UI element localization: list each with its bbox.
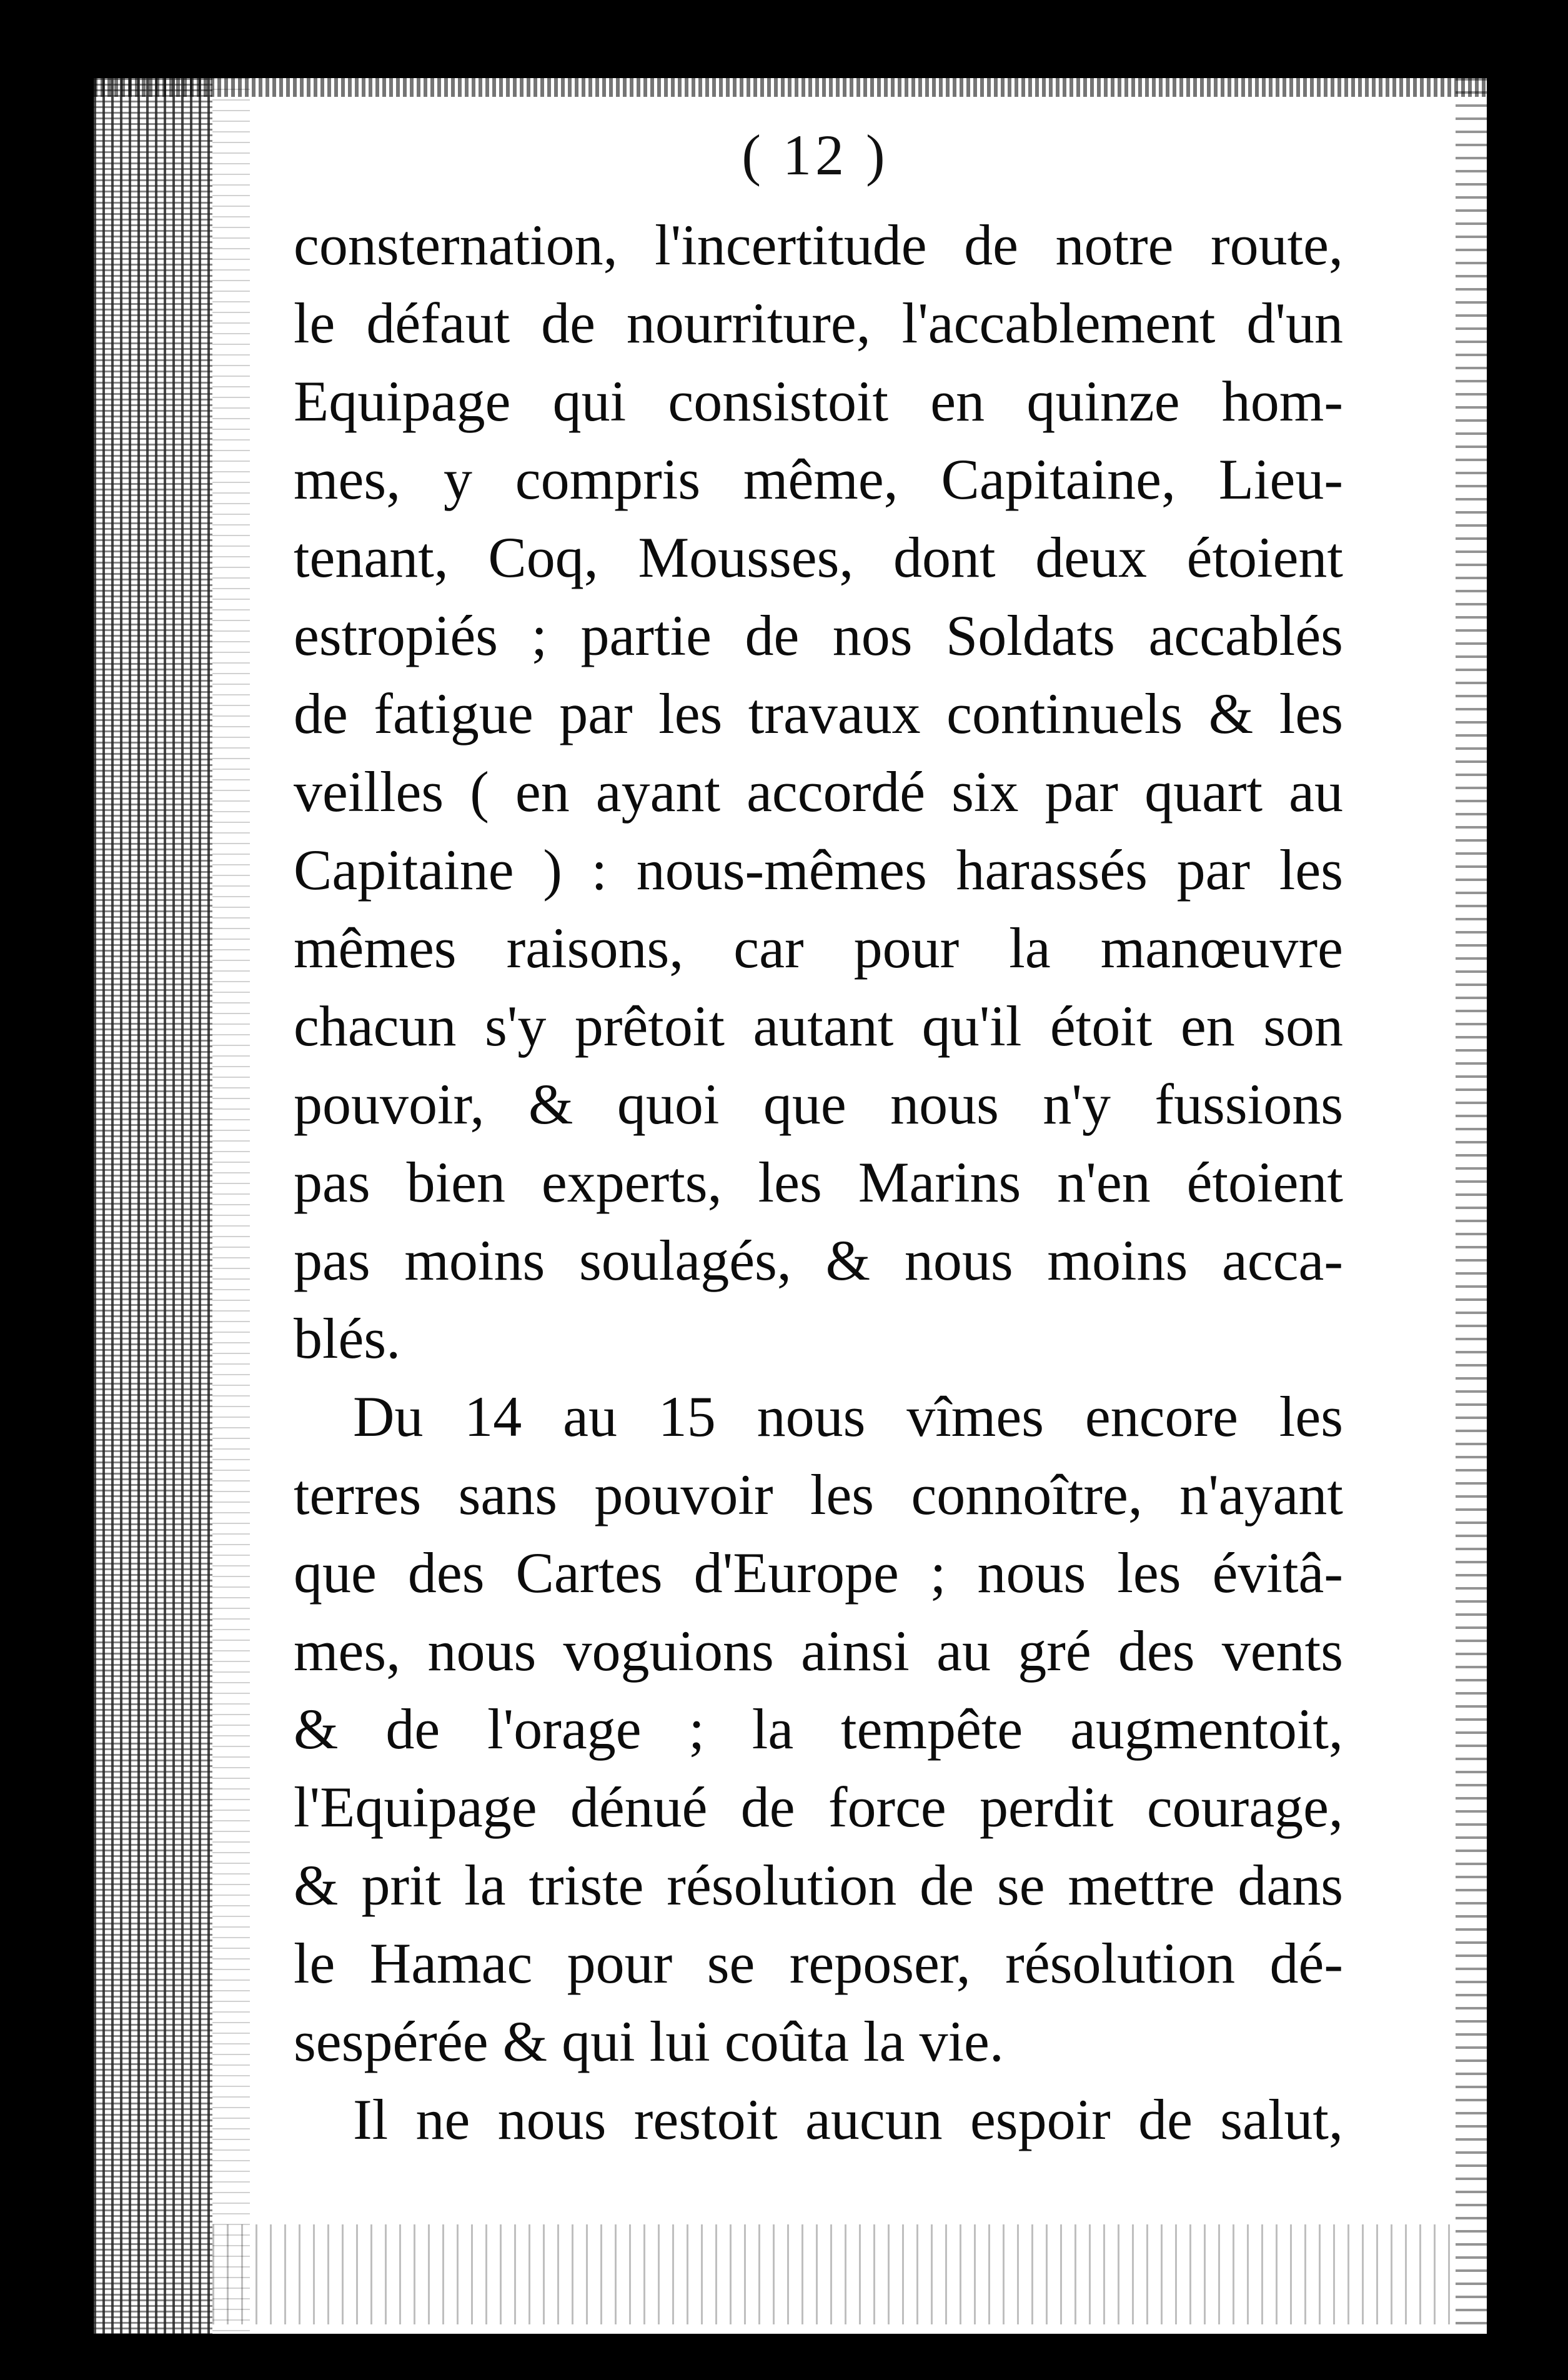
binding-shadow — [212, 78, 250, 2334]
text-line: l'Equipage dénué de force perdit courage, — [294, 1775, 1343, 1839]
text-line: pas moins soulagés, & nous moins acca- — [294, 1228, 1343, 1292]
text-line: Il ne nous restoit aucun espoir de salut, — [353, 2088, 1343, 2151]
text-line: que des Cartes d'Europe ; nous les évitâ- — [294, 1541, 1343, 1605]
binding-edge — [94, 78, 212, 2334]
page-number: ( 12 ) — [742, 123, 889, 187]
text-line: veilles ( en ayant accordé six par quart au — [294, 760, 1343, 824]
text-line: sespérée & qui lui coûta la vie. — [294, 2009, 1004, 2073]
body-text — [294, 206, 1343, 2159]
text-line: consternation, l'incertitude de notre route, — [294, 213, 1343, 277]
text-line: tenant, Coq, Mousses, dont deux étoient — [294, 525, 1343, 589]
text-line: mes, nous voguions ainsi au gré des vents — [294, 1619, 1343, 1683]
page-bottom-speckle — [212, 2224, 1456, 2324]
text-line: estropiés ; partie de nos Soldats accablés — [294, 604, 1343, 667]
text-line: pouvoir, & quoi que nous n'y fussions — [294, 1072, 1343, 1136]
text-line: terres sans pouvoir les connoître, n'ayant — [294, 1463, 1343, 1526]
text-line: & prit la triste résolution de se mettre dans — [294, 1853, 1343, 1917]
text-line: pas bien experts, les Marins n'en étoient — [294, 1150, 1343, 1214]
text-line: Capitaine ) : nous-mêmes harassés par les — [294, 838, 1343, 902]
page-top-edge — [94, 72, 1487, 97]
text-line: le Hamac pour se reposer, résolution dé- — [294, 1931, 1343, 1995]
text-line: Equipage qui consistoit en quinze hom- — [294, 369, 1343, 433]
text-line: Du 14 au 15 nous vîmes encore les — [353, 1385, 1343, 1448]
text-line: blés. — [294, 1307, 401, 1370]
text-line: chacun s'y prêtoit autant qu'il étoit en son — [294, 994, 1343, 1058]
text-line: mêmes raisons, car pour la manœuvre — [294, 916, 1343, 980]
text-line: & de l'orage ; la tempête augmentoit, — [294, 1697, 1343, 1761]
text-line: de fatigue par les travaux continuels & les — [294, 682, 1343, 745]
text-line: le défaut de nourriture, l'accablement d'un — [294, 291, 1343, 355]
page-right-edge — [1456, 78, 1487, 2334]
text-line: mes, y compris même, Capitaine, Lieu- — [294, 447, 1343, 511]
